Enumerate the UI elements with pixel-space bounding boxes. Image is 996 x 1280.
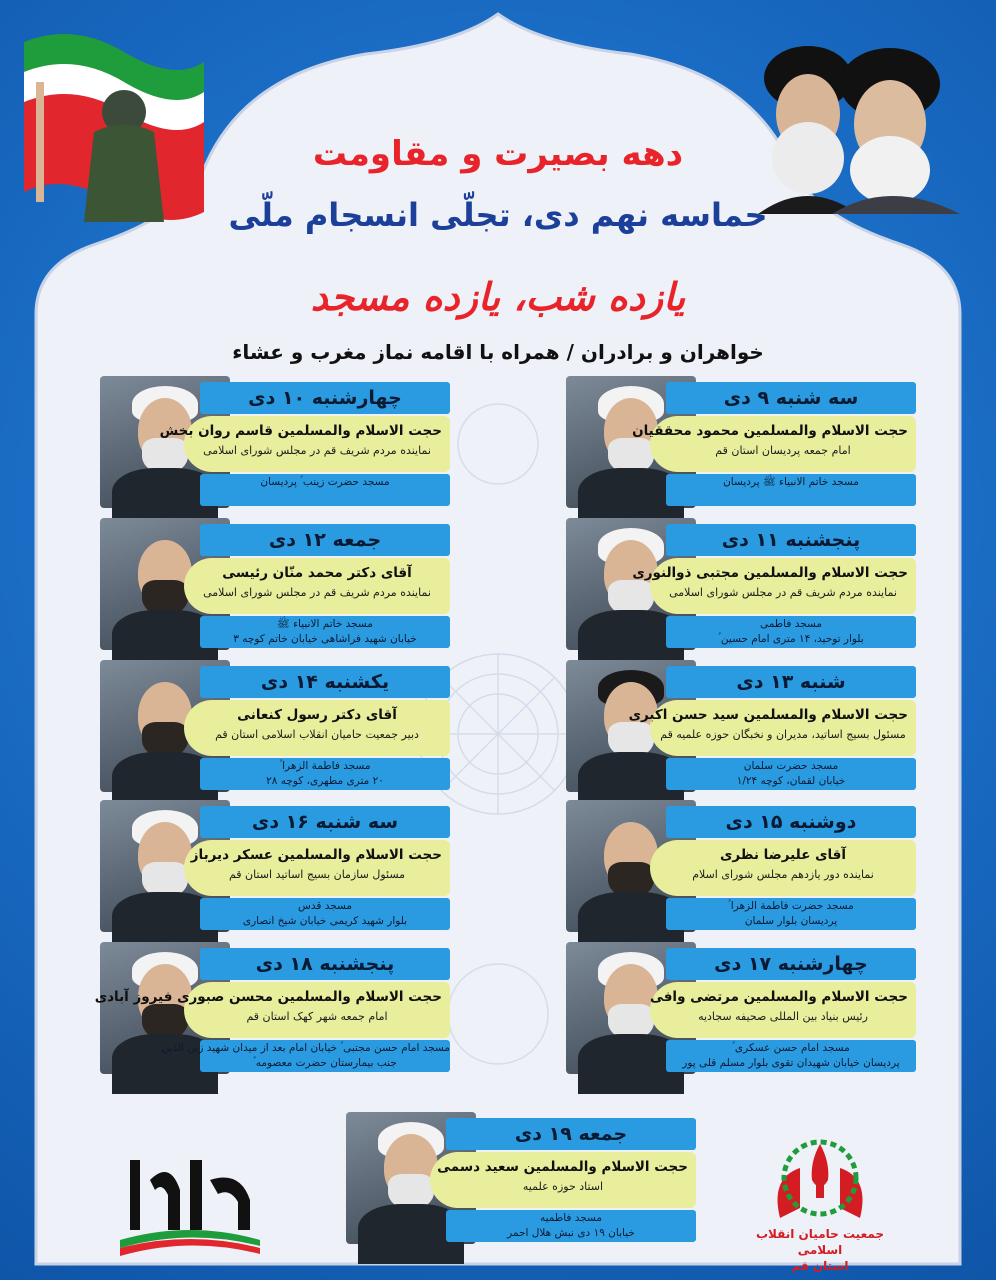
session-card [566, 660, 916, 792]
speaker-info [632, 558, 916, 614]
speaker-role: نماینده مردم شریف قم در مجلس شورای اسلامی [669, 586, 897, 599]
session-place [200, 474, 450, 506]
session-card [94, 942, 450, 1074]
session-day: چهارشنبه ۱۷ دی [666, 948, 916, 980]
session-day: پنجشنبه ۱۸ دی [200, 948, 450, 980]
place-line2: خیابان لقمان، کوچه ۱/۲۴ [736, 775, 846, 787]
session-day: جمعه ۱۹ دی [446, 1118, 696, 1150]
session-day: پنجشنبه ۱۱ دی [666, 524, 916, 556]
session-day: شنبه ۱۳ دی [666, 666, 916, 698]
speaker-name: حجت الاسلام والمسلمین سید حسن اکبری [628, 707, 908, 723]
session-card [100, 660, 450, 792]
speaker-name: حجت الاسلام والمسلمین عسکر دیرباز [190, 847, 442, 863]
place-line1: مسجد فاطمیه [539, 1212, 603, 1224]
place-line1: مسجد حضرت زینب ؑ پردیسان [260, 476, 390, 488]
speaker-info [94, 982, 450, 1038]
speaker-role: نماینده مردم شریف قم در مجلس شورای اسلامی [203, 444, 431, 457]
speaker-role: استاد حوزه علمیه [522, 1180, 604, 1193]
speaker-name: آقای دکتر رسول کنعانی [237, 707, 397, 723]
session-day: یکشنبه ۱۴ دی [200, 666, 450, 698]
speaker-role: امام جمعه شهر کهک استان قم [246, 1010, 388, 1023]
speaker-role: امام جمعه پردیسان استان قم [715, 444, 851, 457]
session-day: دوشنبه ۱۵ دی [666, 806, 916, 838]
iran-calligraphy-logo [110, 1140, 270, 1260]
session-place [666, 758, 916, 790]
speaker-info [184, 700, 450, 756]
session-card [566, 800, 916, 932]
org-name-line2: استان قم [791, 1259, 849, 1273]
speaker-info [184, 840, 450, 896]
slogan: یازده شب، یازده مسجد [310, 274, 686, 319]
org-name [740, 1226, 900, 1274]
session-day: سه شنبه ۱۶ دی [200, 806, 450, 838]
place-line1: مسجد خاتم الانبیاء ﷺ پردیسان [723, 476, 859, 488]
place-line2: پردیسان خیابان شهیدان تقوی بلوار مسلم قلی پور [682, 1057, 900, 1069]
speaker-name: حجت الاسلام والمسلمین محسن صبوری فیروز آبادی [94, 989, 442, 1005]
place-line2: بلوار شهید کریمی خیابان شیخ انصاری [242, 915, 408, 927]
session-place [200, 616, 450, 648]
place-line1: مسجد خاتم الانبیاء ﷺ [277, 618, 373, 630]
speaker-name: حجت الاسلام والمسلمین مجتبی ذوالنوری [632, 565, 908, 581]
speaker-info [159, 416, 450, 472]
place-line2: بلوار توحید، ۱۴ متری امام حسین ؑ [718, 633, 864, 645]
session-card [566, 518, 916, 650]
place-line1: مسجد امام حسن عسکری ؑ [732, 1042, 850, 1054]
session-card [346, 1112, 696, 1244]
speaker-role: مسئول سازمان بسیج اساتید استان قم [228, 868, 406, 881]
sub-title: حماسه نهم دی، تجلّی انسجام ملّی [228, 196, 768, 234]
place-line1: مسجد فاطمة الزهرا ؑ [279, 760, 371, 772]
session-place [446, 1210, 696, 1242]
place-line1: مسجد امام حسن مجتبی ؑ خیابان امام بعد از میدان شهید زین الدین [161, 1042, 450, 1054]
place-line1: مسجد حضرت فاطمة الزهرا ؑ [728, 900, 854, 912]
attendance-note: خواهران و برادران / همراه با اقامه نماز مغرب و عشاء [232, 340, 764, 364]
place-line1: مسجد حضرت سلمان [743, 760, 839, 772]
speaker-role: نماینده مردم شریف قم در مجلس شورای اسلامی [203, 586, 431, 599]
main-title: دهه بصیرت و مقاومت [312, 134, 684, 174]
session-day: سه شنبه ۹ دی [666, 382, 916, 414]
speaker-info [650, 982, 916, 1038]
session-card [100, 518, 450, 650]
session-place [200, 898, 450, 930]
speaker-name: حجت الاسلام والمسلمین قاسم روان بخش [159, 423, 442, 439]
speaker-info [632, 416, 916, 472]
speaker-name: حجت الاسلام والمسلمین سعید دسمی [437, 1159, 688, 1175]
speaker-name: حجت الاسلام والمسلمین مرتضی وافی [649, 989, 908, 1005]
place-line2: ۲۰ متری مطهری، کوچه ۲۸ [266, 775, 384, 787]
leaders-portrait [748, 28, 960, 214]
speaker-role: نماینده دور یازدهم مجلس شورای اسلام [692, 868, 874, 881]
place-line2: پردیسان بلوار سلمان [744, 915, 838, 927]
place-line1: مسجد قدس [298, 900, 352, 912]
session-place [200, 758, 450, 790]
speaker-role: رئیس بنیاد بین المللی صحیفه سجادیه [698, 1010, 868, 1023]
session-place [666, 616, 916, 648]
speaker-role: مسئول بسیج اساتید، مدیران و نخبگان حوزه علمیه قم [660, 728, 906, 741]
speaker-info [184, 558, 450, 614]
org-name-line1: جمعیت حامیان انقلاب اسلامی [755, 1227, 885, 1257]
speaker-info [650, 840, 916, 896]
session-day: چهارشنبه ۱۰ دی [200, 382, 450, 414]
session-card [100, 376, 450, 508]
session-place [161, 1040, 450, 1072]
place-line1: مسجد فاطمی [759, 618, 822, 630]
session-day: جمعه ۱۲ دی [200, 524, 450, 556]
speaker-info [430, 1152, 696, 1208]
place-line2: خیابان شهید فراشاهی خیابان خاتم کوچه ۳ [233, 633, 417, 645]
speaker-info [628, 700, 916, 756]
speaker-role: دبیر جمعیت حامیان انقلاب اسلامی استان قم [215, 728, 419, 741]
session-place [666, 1040, 916, 1072]
speaker-name: حجت الاسلام والمسلمین محمود محققیان [632, 423, 908, 439]
speaker-name: آقای دکتر محمد منّان رئیسی [222, 565, 412, 581]
speaker-name: آقای علیرضا نظری [719, 847, 847, 863]
place-line2: خیابان ۱۹ دی نبش هلال احمر [507, 1227, 635, 1239]
session-card [566, 376, 916, 508]
flag-soldier-logo [14, 22, 214, 222]
session-card [566, 942, 916, 1074]
session-place [666, 898, 916, 930]
session-card [100, 800, 450, 932]
place-line2: جنب بیمارستان حضرت معصومه ؑ [253, 1057, 397, 1069]
session-place [666, 474, 916, 506]
